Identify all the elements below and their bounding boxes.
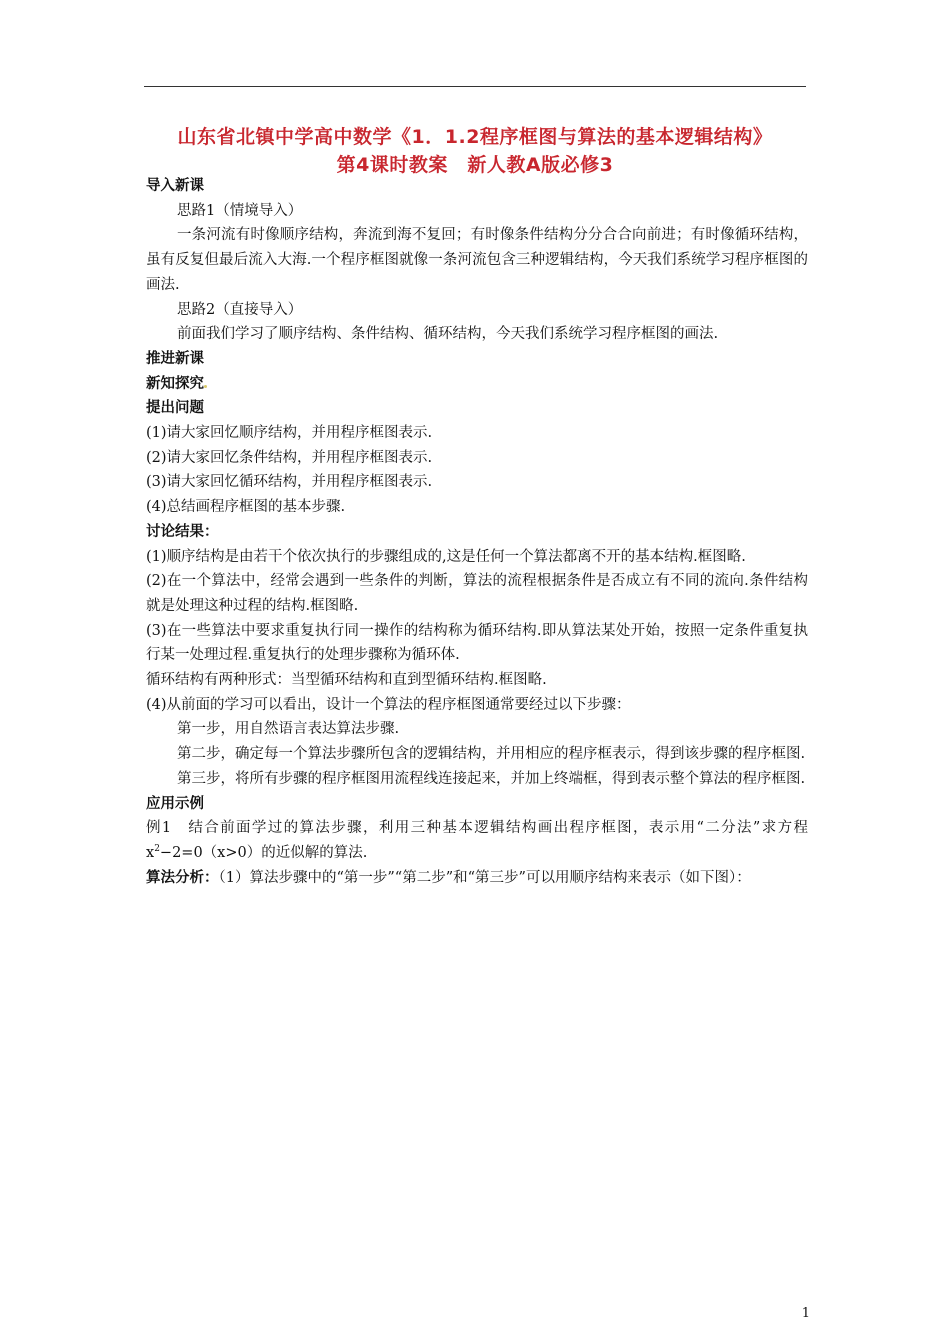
question-item: (2)请大家回忆条件结构，并用程序框图表示. <box>146 449 433 466</box>
explore-heading-text: 新知探究 <box>146 375 204 392</box>
step-1: 第一步，用自然语言表达算法步骤. <box>177 721 400 738</box>
idea2-label: 思路2（直接导入） <box>177 301 303 318</box>
intro-heading: 导入新课 <box>146 178 204 194</box>
explore-heading <box>146 372 808 397</box>
result-4: (4)从前面的学习可以看出，设计一个算法的程序框图通常要经过以下步骤： <box>146 696 631 713</box>
question-heading: 提出问题 <box>146 400 204 417</box>
result-3: (3)在一些算法中要求重复执行同一操作的结构称为循环结构.即从算法某处开始，按照一定条件重复执行某一处理过程.重复执行的处理步骤称为循环体. <box>146 622 808 664</box>
document-title-line2: 第4课时教案 新人教A版必修3 <box>336 154 614 176</box>
idea1-text: 一条河流有时像顺序结构，奔流到海不复回；有时像条件结构分分合合向前进；有时像循环结构，虽有反复但最后流入大海.一个程序框图就像一条河流包含三种逻辑结构，今天我们系统学习程序框图的画法. <box>146 227 808 293</box>
analysis-text: （1）算法步骤中的“第一步”“第二步”和“第三步”可以用顺序结构来表示（如下图）： <box>218 869 751 886</box>
question-item: (3)请大家回忆循环结构，并用程序框图表示. <box>146 474 433 491</box>
result-2: (2)在一个算法中，经常会遇到一些条件的判断，算法的流程根据条件是否成立有不同的流向.条件结构就是处理这种过程的结构.框图略. <box>146 573 808 614</box>
result-3b: 循环结构有两种形式：当型循环结构和直到型循环结构.框图略. <box>146 672 547 689</box>
example-1 <box>146 816 808 865</box>
analysis-label: 算法分析： <box>146 869 219 886</box>
step-3: 第三步，将所有步骤的程序框图用流程线连接起来，并加上终端框，得到表示整个算法的程序框图. <box>177 770 806 787</box>
document-title-line1: 山东省北镇中学高中数学《1．1.2程序框图与算法的基本逻辑结构》 <box>177 126 773 148</box>
idea1-label: 思路1（情境导入） <box>177 202 303 219</box>
page-number: 1 <box>801 1306 810 1321</box>
question-item: (4)总结画程序框图的基本步骤. <box>146 499 346 516</box>
analysis <box>146 866 808 891</box>
question-item: (1)请大家回忆顺序结构，并用程序框图表示. <box>146 425 433 442</box>
result-1: (1)顺序结构是由若干个依次执行的步骤组成的,这是任何一个算法都离不开的基本结构.框图略. <box>146 548 746 565</box>
example-1-pre: 例1 结合前面学过的算法步骤，利用三种基本逻辑结构画出程序框图，表示用“二分法”求方程 x <box>146 820 808 861</box>
header-rule <box>144 86 806 87</box>
step-2: 第二步，确定每一个算法步骤所包含的逻辑结构，并用相应的程序框表示，得到该步骤的程序框图. <box>177 746 806 763</box>
idea2-text: 前面我们学习了顺序结构、条件结构、循环结构，今天我们系统学习程序框图的画法. <box>177 326 719 343</box>
result-heading: 讨论结果： <box>146 523 219 540</box>
example-1-post: −2=0（x>0）的近似解的算法. <box>159 844 368 861</box>
example-heading: 应用示例 <box>146 795 204 812</box>
example-1-superscript: 2 <box>154 844 160 855</box>
advance-heading: 推进新课 <box>146 350 204 367</box>
decorative-dot <box>204 385 207 388</box>
document-body <box>146 174 808 890</box>
